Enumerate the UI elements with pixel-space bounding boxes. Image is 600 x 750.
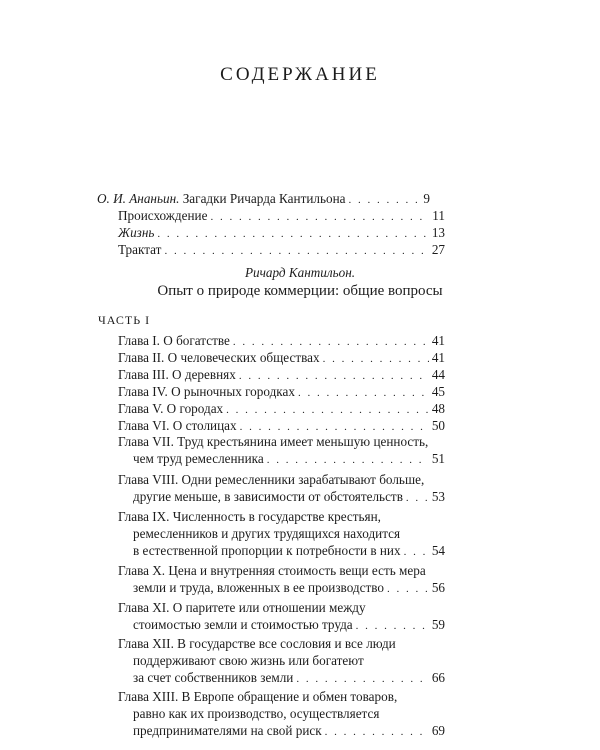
page-number: 11 bbox=[432, 208, 445, 223]
toc-entry-chapter[interactable] bbox=[118, 367, 445, 384]
toc-entry-chapter[interactable] bbox=[118, 418, 445, 435]
toc-entry-chapter[interactable] bbox=[133, 489, 445, 506]
toc-entry-chapter[interactable] bbox=[118, 401, 445, 418]
toc-entry-intro-sub[interactable] bbox=[118, 242, 445, 259]
entry-label: Жизнь bbox=[118, 225, 155, 240]
intro-author: О. И. Ананьин. bbox=[97, 191, 180, 206]
leader-dots bbox=[164, 243, 428, 259]
toc-entry-chapter[interactable] bbox=[133, 543, 445, 560]
page-number: 41 bbox=[431, 333, 445, 348]
leader-dots bbox=[387, 581, 429, 597]
chapter-line: равно как их производство, осуществляется bbox=[133, 706, 380, 721]
leader-dots bbox=[349, 192, 421, 208]
toc-entry-chapter[interactable] bbox=[133, 670, 445, 687]
chapter-line: Глава VIII. Одни ремесленники зарабатывают больше, bbox=[118, 472, 425, 487]
leader-dots bbox=[239, 368, 429, 384]
entry-label: Трактат bbox=[118, 242, 162, 257]
intro-label bbox=[97, 191, 346, 207]
page-number: 44 bbox=[431, 367, 445, 382]
toc-entry-intro[interactable] bbox=[97, 191, 430, 208]
entry-label: Глава V. О городах bbox=[118, 401, 224, 416]
entry-label: чем труд ремесленника bbox=[133, 451, 264, 466]
entry-label: Происхождение bbox=[118, 208, 208, 223]
page-number: 50 bbox=[431, 418, 445, 433]
page-number: 27 bbox=[431, 242, 445, 257]
entry-label: Глава I. О богатстве bbox=[118, 333, 230, 348]
page-title: СОДЕРЖАНИЕ bbox=[220, 64, 380, 85]
entry-label: в естественной пропорции к потребности в них bbox=[133, 543, 401, 558]
toc-entry-intro-sub[interactable] bbox=[118, 208, 445, 225]
page-number: 51 bbox=[431, 451, 445, 466]
chapter-line: ремесленников и других трудящихся находится bbox=[133, 526, 401, 541]
part-heading: ЧАСТЬ I bbox=[98, 313, 151, 327]
toc-entry-chapter[interactable] bbox=[118, 350, 445, 367]
entry-label: Глава IV. О рыночных городках bbox=[118, 384, 295, 399]
page-number: 48 bbox=[431, 401, 445, 416]
leader-dots bbox=[226, 402, 429, 418]
chapter-line: Глава XI. О паритете или отношении между bbox=[118, 600, 366, 615]
toc-entry-chapter[interactable] bbox=[133, 723, 445, 740]
chapter-line: Глава X. Цена и внутренняя стоимость вещи есть мера bbox=[118, 563, 426, 578]
leader-dots bbox=[233, 334, 429, 350]
page-number: 69 bbox=[431, 723, 445, 738]
chapter-line: Глава XII. В государстве все сословия и все люди bbox=[118, 636, 396, 651]
page-number: 45 bbox=[431, 384, 445, 399]
toc-entry-chapter[interactable] bbox=[133, 580, 445, 597]
entry-label: Глава II. О человеческих обществах bbox=[118, 350, 320, 365]
intro-title: Загадки Ричарда Кантильона bbox=[179, 191, 346, 206]
leader-dots bbox=[406, 490, 429, 506]
leader-dots bbox=[356, 618, 429, 634]
entry-label: Глава VI. О столицах bbox=[118, 418, 237, 433]
toc-entry-chapter[interactable] bbox=[118, 384, 445, 401]
toc-entry-chapter[interactable] bbox=[133, 451, 445, 468]
page-number: 53 bbox=[431, 489, 445, 504]
leader-dots bbox=[157, 226, 428, 242]
book-author: Ричард Кантильон. bbox=[244, 265, 356, 280]
toc-entry-intro-sub[interactable] bbox=[118, 225, 445, 242]
leader-dots bbox=[210, 209, 429, 225]
leader-dots bbox=[298, 385, 429, 401]
chapter-line: Глава IX. Численность в государстве крестьян, bbox=[118, 509, 381, 524]
toc-entry-chapter[interactable] bbox=[133, 617, 445, 634]
book-title: Опыт о природе коммерции: общие вопросы bbox=[157, 283, 443, 299]
page-number: 54 bbox=[431, 543, 445, 558]
page-number: 9 bbox=[423, 191, 430, 206]
leader-dots bbox=[240, 419, 429, 435]
page-number: 66 bbox=[431, 670, 445, 685]
entry-label: земли и труда, вложенных в ее производство bbox=[133, 580, 384, 595]
chapter-line: Глава VII. Труд крестьянина имеет меньшую ценность, bbox=[118, 434, 429, 449]
leader-dots bbox=[323, 351, 429, 367]
toc-entry-chapter[interactable] bbox=[118, 333, 445, 350]
entry-label: за счет собственников земли bbox=[133, 670, 294, 685]
entry-label: другие меньше, в зависимости от обстоятельств bbox=[133, 489, 403, 504]
chapter-line: поддерживают свою жизнь или богатеют bbox=[133, 653, 364, 668]
entry-label: стоимостью земли и стоимостью труда bbox=[133, 617, 353, 632]
leader-dots bbox=[404, 544, 429, 560]
page-number: 56 bbox=[431, 580, 445, 595]
chapter-line: Глава XIII. В Европе обращение и обмен товаров, bbox=[118, 689, 398, 704]
page-number: 41 bbox=[431, 350, 445, 365]
entry-label: предпринимателями на свой риск bbox=[133, 723, 322, 738]
leader-dots bbox=[325, 724, 429, 740]
page-number: 59 bbox=[431, 617, 445, 632]
entry-label: Глава III. О деревнях bbox=[118, 367, 236, 382]
leader-dots bbox=[267, 452, 429, 468]
leader-dots bbox=[296, 671, 428, 687]
page-number: 13 bbox=[431, 225, 445, 240]
